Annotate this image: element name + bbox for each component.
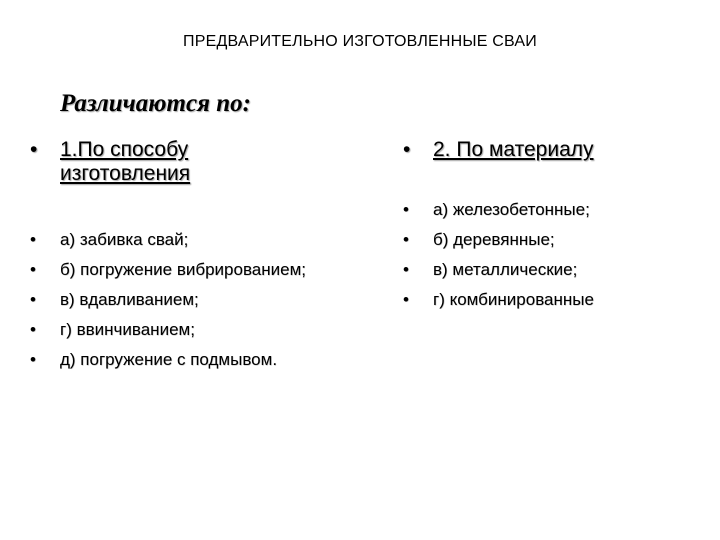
bullet-icon: •: [30, 230, 36, 249]
list-item: [403, 195, 594, 225]
list-item: [30, 225, 306, 255]
bullet-icon: •: [30, 290, 36, 309]
bullet-icon: •: [403, 290, 409, 309]
list-item-text: а) железобетонные;: [433, 200, 590, 219]
list-item: [403, 225, 594, 255]
list-item: [30, 345, 306, 375]
list-item-text: в) вдавливанием;: [60, 290, 199, 309]
list-item: [30, 285, 306, 315]
material-list: [403, 195, 594, 315]
bullet-icon: •: [30, 260, 36, 279]
list-item-text: б) деревянные;: [433, 230, 555, 249]
bullet-icon: •: [403, 230, 409, 249]
slide-title: ПРЕДВАРИТЕЛЬНО ИЗГОТОВЛЕННЫЕ СВАИ: [183, 33, 537, 50]
bullet-icon: •: [30, 320, 36, 339]
slide-subtitle: Различаются по:: [60, 90, 251, 117]
left-heading-line-2: изготовления: [60, 162, 191, 185]
left-heading-text: [60, 138, 190, 186]
list-item: [30, 255, 306, 285]
list-item: [403, 255, 594, 285]
list-item-text: а) забивка свай;: [60, 230, 189, 249]
bullet-icon: •: [403, 138, 411, 161]
list-item-text: д) погружение с подмывом.: [60, 350, 278, 369]
list-item-text: в) металлические;: [433, 260, 578, 279]
right-column-heading: [403, 138, 703, 162]
left-column-heading: [30, 138, 360, 186]
construction-method-list: [30, 225, 306, 375]
bullet-icon: •: [403, 200, 409, 219]
bullet-icon: •: [30, 350, 36, 369]
right-heading-text: 2. По материалу: [433, 138, 594, 161]
list-item-text: г) комбинированные: [433, 290, 594, 309]
list-item-text: б) погружение вибрированием;: [60, 260, 306, 279]
list-item-text: г) ввинчиванием;: [60, 320, 195, 339]
bullet-icon: •: [403, 260, 409, 279]
left-heading-line-1: 1.По способу: [60, 138, 189, 161]
list-item: [30, 315, 306, 345]
list-item: [403, 285, 594, 315]
bullet-icon: •: [30, 138, 38, 161]
